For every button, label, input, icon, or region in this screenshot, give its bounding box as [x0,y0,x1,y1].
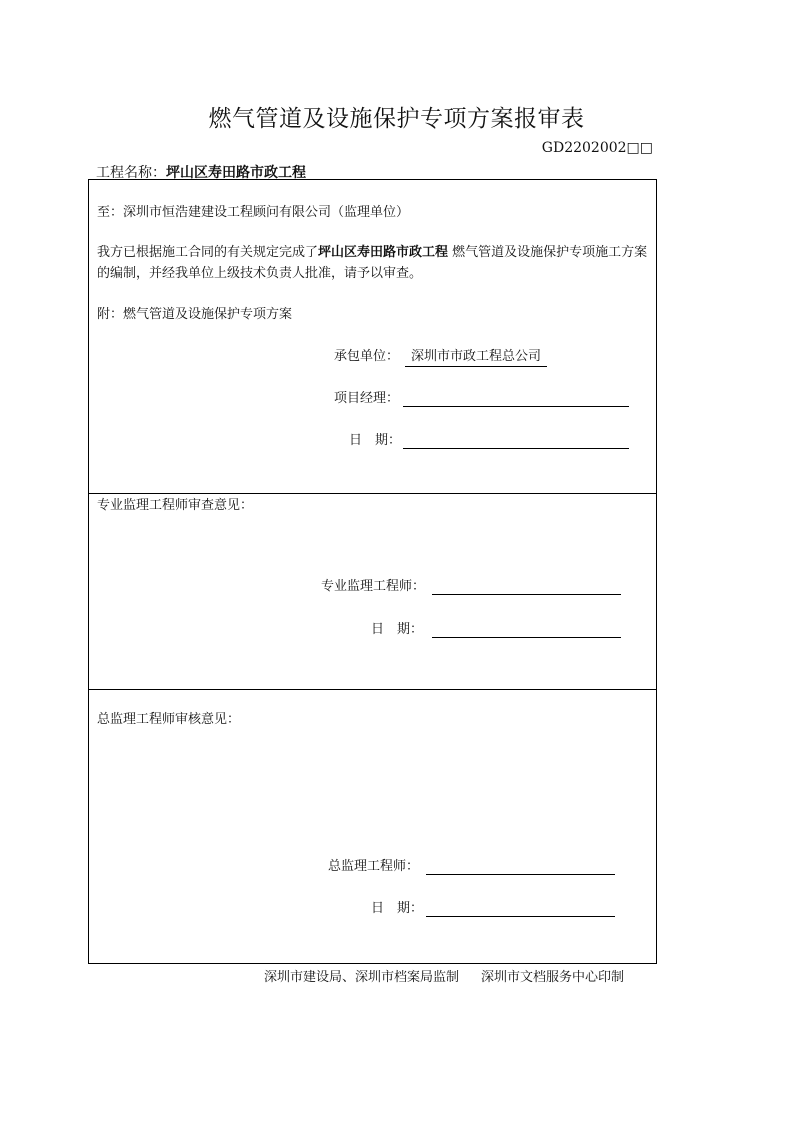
submission-section [89,180,656,494]
review-form [88,179,657,964]
project-name: 坪山区寿田路市政工程 [166,165,306,181]
contractor-field[interactable]: 深圳市市政工程总公司 [405,348,547,367]
date-field[interactable] [432,637,621,638]
project-manager-label: 项目经理： [334,391,400,406]
date-label: 日 期： [349,433,402,448]
chief-engineer-label: 总监理工程师： [328,859,420,874]
date-label: 日 期： [371,622,424,637]
form-title: 燃气管道及设施保护专项方案报审表 [208,106,585,132]
specialist-engineer-label: 专业监理工程师： [321,579,426,594]
project-manager-field[interactable] [403,406,629,407]
recipient-line: 至：深圳市恒浩建建设工程顾问有限公司（监理单位） [97,205,410,220]
para-prefix: 我方已根据施工合同的有关规定完成了 [97,245,319,260]
chief-review-heading: 总监理工程师审核意见： [97,712,241,727]
date-field[interactable] [426,916,615,917]
attachment-line: 附：燃气管道及设施保护专项方案 [97,307,293,322]
specialist-review-section [89,494,656,690]
chief-engineer-field[interactable] [426,874,615,875]
chief-review-section [89,690,656,963]
para-project-name: 坪山区寿田路市政工程 [318,245,449,260]
project-label: 工程名称： [96,165,166,181]
para-suffix: 燃气管道及设施保护专项施工方案的编制，并经我单位上级技术负责人批准，请予以审查。 [97,245,648,281]
date-field[interactable] [403,448,629,449]
footer-print: 深圳市文档服务中心印制 [481,970,625,985]
specialist-review-heading: 专业监理工程师审查意见： [97,498,254,513]
specialist-engineer-field[interactable] [432,594,621,595]
form-code: GD2202002□□ [541,140,653,156]
footer [264,966,624,985]
submission-paragraph [97,242,652,284]
date-label: 日 期： [371,901,424,916]
footer-supervise: 深圳市建设局、深圳市档案局监制 [264,970,460,985]
contractor-label: 承包单位： [334,349,400,364]
